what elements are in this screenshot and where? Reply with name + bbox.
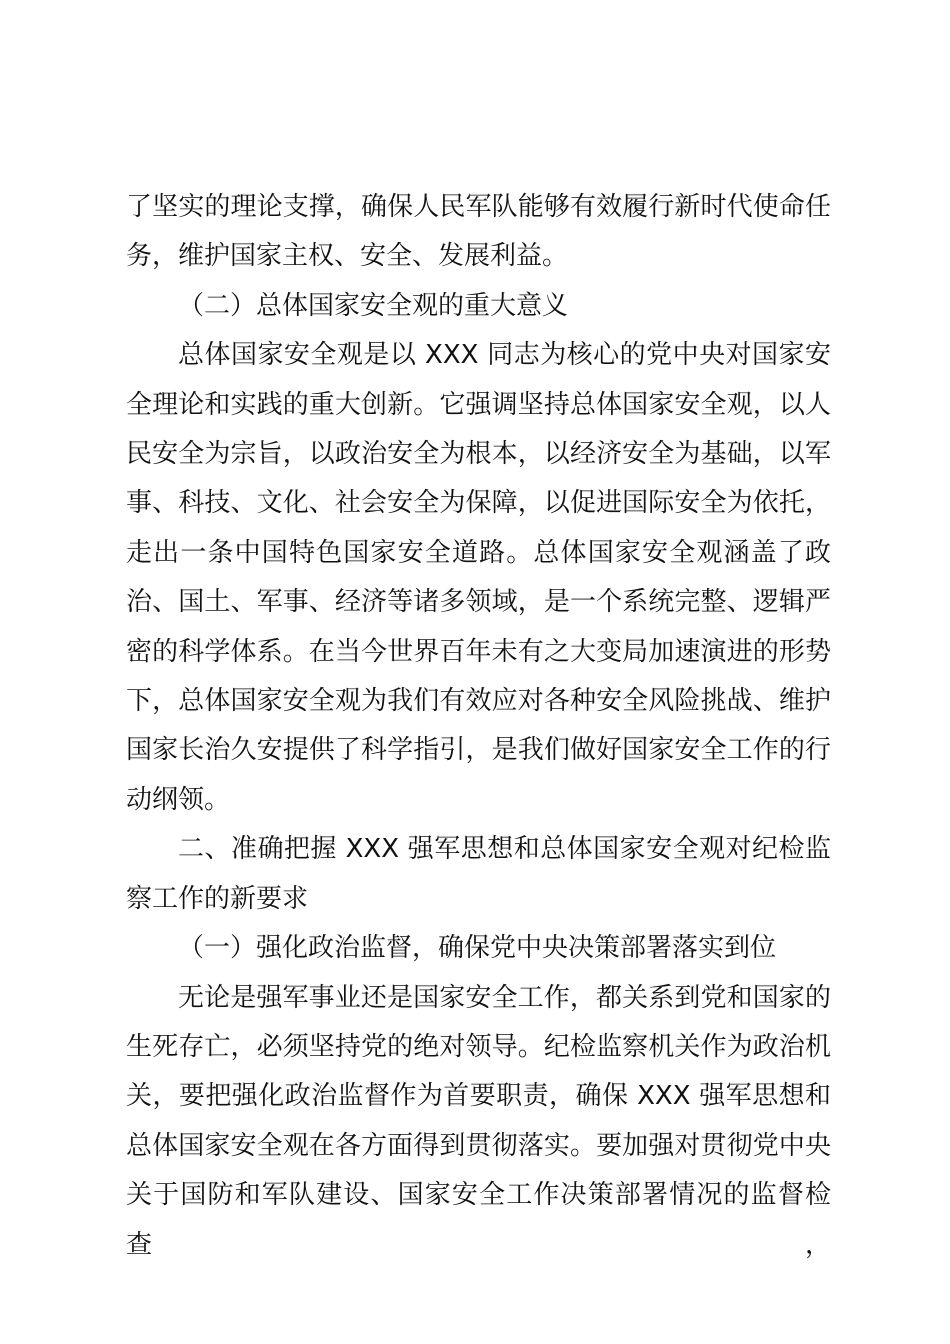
- subheading-political-supervision: （一）强化政治监督，确保党中央决策部署落实到位: [178, 933, 777, 964]
- subheading-significance: （二）总体国家安全观的重大意义: [178, 290, 569, 321]
- paragraph-national-security-concept: 总体国家安全观是以 XXX 同志为核心的党中央对国家安全理论和实践的重大创新。它强调坚持总体国家安全观，以人民安全为宗旨，以政治安全为根本，以经济安全为基础，以军事、科技、文化、社会安全为保障，以促进国际安全为依托，走出一条中国特色国家安全道路。总体国家安全观涵盖了政治、国土、军事、经济等诸多领域，是一个系统完整、逻辑严密的科学体系。在当今世界百年未有之大变局加速演进的形势下，总体国家安全观为我们有效应对各种安全风险挑战、维护国家长治久安提供了科学指引，是我们做好国家安全工作的行动纲领。: [126, 340, 831, 815]
- paragraph-political-supervision: 无论是强军事业还是国家安全工作，都关系到党和国家的生死存亡，必须坚持党的绝对领导。纪检监察机关作为政治机关，要把强化政治监督作为首要职责，确保 XXX 强军思想和总体国家安全观在各方面得到贯彻落实。要加强对贯彻党中央关于国防和军队建设、国家安全工作决策部署情况的监督检查，: [126, 982, 831, 1260]
- document-body: [126, 183, 831, 1270]
- section-heading-two: 二、准确把握 XXX 强军思想和总体国家安全观对纪检监察工作的新要求: [126, 834, 831, 914]
- paragraph-continuation: 了坚实的理论支撑，确保人民军队能够有效履行新时代使命任务，维护国家主权、安全、发展利益。: [126, 192, 831, 272]
